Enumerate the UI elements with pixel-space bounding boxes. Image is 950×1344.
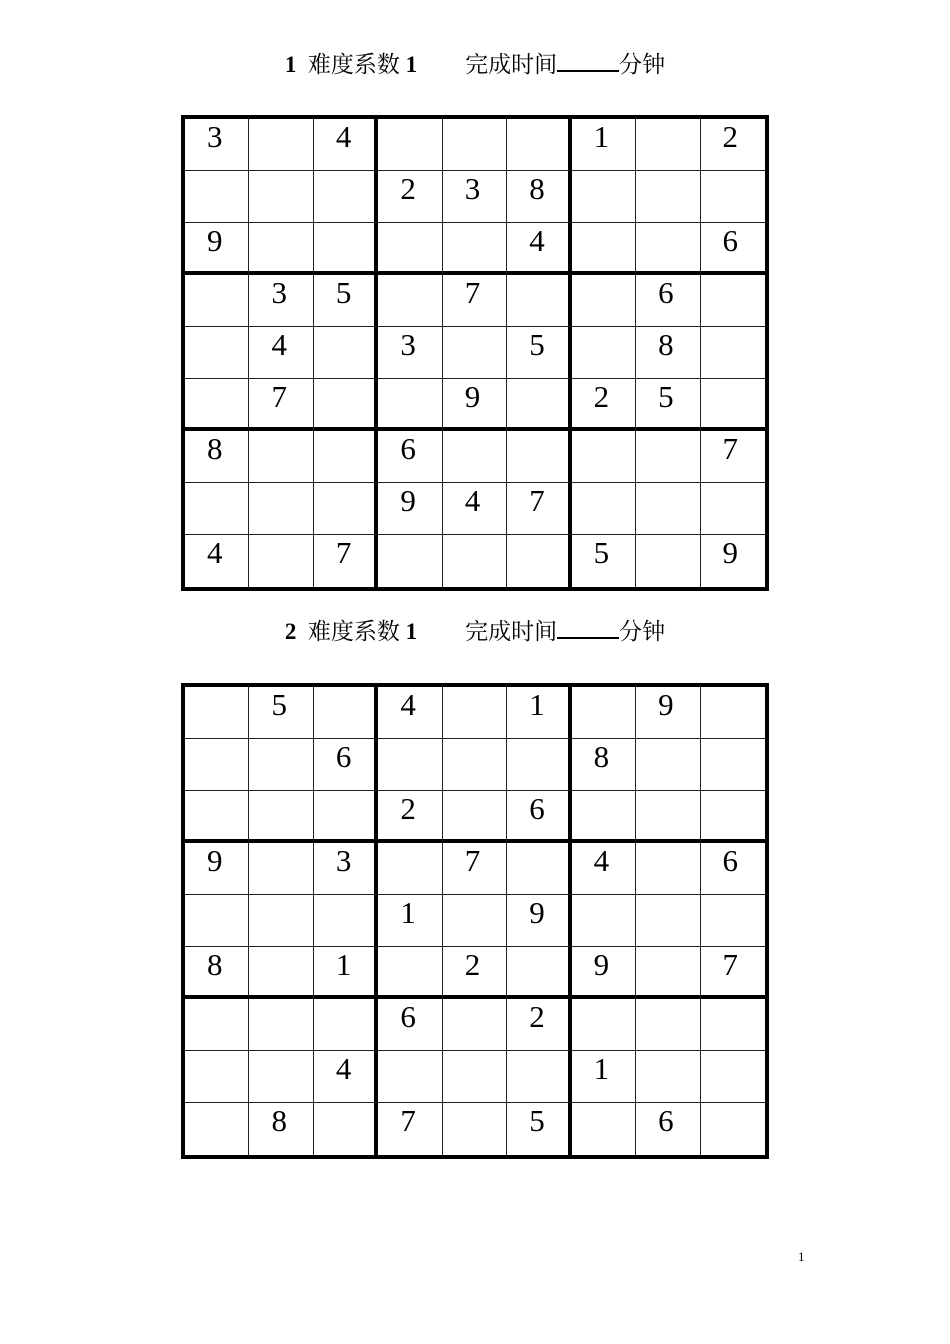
difficulty-value: 1 <box>405 619 418 644</box>
sudoku-cell[interactable]: 8 <box>249 1103 313 1155</box>
sudoku-cell[interactable]: 1 <box>572 1051 636 1103</box>
sudoku-cell[interactable] <box>507 843 571 895</box>
sudoku-cell[interactable]: 6 <box>636 275 700 327</box>
sudoku-cell[interactable] <box>701 687 765 739</box>
sudoku-cell[interactable] <box>701 999 765 1051</box>
time-unit: 分钟 <box>619 52 666 77</box>
sudoku-cell[interactable] <box>636 843 700 895</box>
sudoku-cell[interactable] <box>378 535 442 587</box>
sudoku-cell[interactable] <box>507 1051 571 1103</box>
sudoku-cell[interactable]: 7 <box>701 431 765 483</box>
sudoku-cell[interactable] <box>249 739 313 791</box>
sudoku-cell[interactable] <box>701 1103 765 1155</box>
sudoku-cell[interactable] <box>443 999 507 1051</box>
sudoku-cell[interactable]: 2 <box>378 791 442 843</box>
sudoku-cell[interactable] <box>249 947 313 999</box>
sudoku-cell[interactable] <box>572 791 636 843</box>
sudoku-cell[interactable]: 1 <box>572 119 636 171</box>
sudoku-cell[interactable] <box>443 1051 507 1103</box>
sudoku-cell[interactable]: 4 <box>572 843 636 895</box>
sudoku-cell[interactable] <box>378 275 442 327</box>
sudoku-cell[interactable]: 8 <box>572 739 636 791</box>
sudoku-cell[interactable]: 7 <box>378 1103 442 1155</box>
sudoku-cell[interactable] <box>443 119 507 171</box>
sudoku-cell[interactable] <box>314 791 378 843</box>
sudoku-cell[interactable] <box>701 1051 765 1103</box>
sudoku-cell[interactable] <box>701 895 765 947</box>
sudoku-cell[interactable] <box>507 947 571 999</box>
sudoku-cell[interactable]: 7 <box>507 483 571 535</box>
sudoku-cell[interactable] <box>507 275 571 327</box>
sudoku-cell[interactable]: 5 <box>572 535 636 587</box>
sudoku-cell[interactable]: 1 <box>314 947 378 999</box>
sudoku-cell[interactable] <box>572 483 636 535</box>
sudoku-cell[interactable]: 3 <box>185 119 249 171</box>
sudoku-cell[interactable] <box>249 535 313 587</box>
sudoku-cell[interactable] <box>314 483 378 535</box>
sudoku-cell[interactable] <box>507 739 571 791</box>
sudoku-cell[interactable] <box>701 739 765 791</box>
time-label: 完成时间 <box>465 52 558 77</box>
time-unit: 分钟 <box>619 619 666 644</box>
sudoku-cell[interactable] <box>572 999 636 1051</box>
sudoku-cell[interactable]: 4 <box>443 483 507 535</box>
sudoku-cell[interactable] <box>378 223 442 275</box>
sudoku-cell[interactable] <box>701 275 765 327</box>
sudoku-cell[interactable] <box>314 999 378 1051</box>
sudoku-cell[interactable]: 9 <box>378 483 442 535</box>
sudoku-cell[interactable]: 9 <box>636 687 700 739</box>
sudoku-cell[interactable] <box>249 119 313 171</box>
sudoku-cell[interactable] <box>701 327 765 379</box>
sudoku-cell[interactable]: 1 <box>378 895 442 947</box>
sudoku-cell[interactable]: 2 <box>507 999 571 1051</box>
time-blank[interactable] <box>557 48 619 72</box>
sudoku-cell[interactable] <box>185 275 249 327</box>
sudoku-cell[interactable] <box>572 895 636 947</box>
sudoku-cell[interactable]: 7 <box>443 275 507 327</box>
sudoku-cell[interactable]: 3 <box>378 327 442 379</box>
sudoku-cell[interactable] <box>636 895 700 947</box>
sudoku-cell[interactable]: 3 <box>249 275 313 327</box>
sudoku-cell[interactable]: 3 <box>443 171 507 223</box>
sudoku-cell[interactable] <box>185 1051 249 1103</box>
sudoku-cell[interactable] <box>185 327 249 379</box>
sudoku-cell[interactable] <box>185 379 249 431</box>
sudoku-cell[interactable] <box>443 327 507 379</box>
sudoku-cell[interactable] <box>636 739 700 791</box>
sudoku-cell[interactable]: 6 <box>701 223 765 275</box>
sudoku-cell[interactable]: 6 <box>701 843 765 895</box>
sudoku-cell[interactable] <box>443 687 507 739</box>
sudoku-cell[interactable]: 9 <box>572 947 636 999</box>
sudoku-cell[interactable]: 9 <box>722 535 739 570</box>
sudoku-cell[interactable]: 7 <box>443 843 507 895</box>
sudoku-cell[interactable] <box>443 535 507 587</box>
sudoku-cell[interactable]: 9 <box>185 843 249 895</box>
sudoku-cell[interactable]: 9 <box>507 895 571 947</box>
sudoku-cell[interactable] <box>314 223 378 275</box>
sudoku-cell[interactable] <box>572 431 636 483</box>
sudoku-cell[interactable] <box>378 1051 442 1103</box>
sudoku-cell[interactable] <box>249 895 313 947</box>
sudoku-cell[interactable] <box>249 171 313 223</box>
sudoku-cell[interactable] <box>636 1051 700 1103</box>
sudoku-cell[interactable]: 5 <box>507 327 571 379</box>
sudoku-cell[interactable] <box>701 379 765 431</box>
sudoku-cell[interactable] <box>314 1103 378 1155</box>
sudoku-cell[interactable]: 9 <box>443 379 507 431</box>
sudoku-cell[interactable] <box>443 739 507 791</box>
sudoku-cell[interactable] <box>378 947 442 999</box>
puzzle-number: 2 <box>284 619 297 644</box>
sudoku-cell[interactable] <box>185 791 249 843</box>
difficulty-value: 1 <box>405 52 418 77</box>
sudoku-cell[interactable]: 5 <box>314 275 378 327</box>
sudoku-cell[interactable] <box>572 327 636 379</box>
sudoku-cell[interactable]: 2 <box>443 947 507 999</box>
sudoku-cell[interactable]: 9 <box>185 223 249 275</box>
sudoku-cell[interactable]: 5 <box>249 687 313 739</box>
sudoku-cell[interactable] <box>314 895 378 947</box>
sudoku-cell[interactable] <box>185 999 249 1051</box>
sudoku-cell[interactable]: 8 <box>185 431 249 483</box>
sudoku-cell[interactable]: 3 <box>314 843 378 895</box>
sudoku-cell[interactable] <box>314 379 378 431</box>
sudoku-cell[interactable] <box>185 1103 249 1155</box>
sudoku-cell[interactable]: 6 <box>378 431 442 483</box>
sudoku-cell[interactable] <box>507 535 571 587</box>
sudoku-cell[interactable] <box>636 535 700 587</box>
sudoku-cell[interactable] <box>378 379 442 431</box>
sudoku-cell[interactable] <box>636 999 700 1051</box>
sudoku-cell[interactable] <box>636 483 700 535</box>
difficulty-label: 难度系数 <box>307 619 400 644</box>
puzzle-number: 1 <box>284 52 297 77</box>
sudoku-cell[interactable] <box>314 687 378 739</box>
sudoku-cell[interactable]: 8 <box>507 171 571 223</box>
sudoku-cell[interactable]: 5 <box>636 379 700 431</box>
sudoku-cell[interactable]: 4 <box>249 327 313 379</box>
sudoku-cell[interactable] <box>314 431 378 483</box>
sudoku-cell[interactable]: 6 <box>378 999 442 1051</box>
sudoku-cell[interactable] <box>185 739 249 791</box>
sudoku-cell[interactable] <box>314 327 378 379</box>
sudoku-cell[interactable] <box>572 1103 636 1155</box>
sudoku-cell[interactable] <box>636 431 700 483</box>
sudoku-cell[interactable]: 4 <box>185 535 249 587</box>
sudoku-cell[interactable] <box>249 431 313 483</box>
sudoku-cell[interactable]: 5 <box>507 1103 571 1155</box>
sudoku-cell[interactable]: 2 <box>378 171 442 223</box>
sudoku-cell[interactable] <box>701 483 765 535</box>
sudoku-cell[interactable] <box>378 119 442 171</box>
sudoku-cell[interactable] <box>249 843 313 895</box>
sudoku-cell[interactable]: 2 <box>701 119 765 171</box>
sudoku-cell[interactable] <box>507 379 571 431</box>
sudoku-cell[interactable] <box>572 275 636 327</box>
sudoku-cell[interactable] <box>572 223 636 275</box>
sudoku-cell[interactable] <box>185 171 249 223</box>
sudoku-cell[interactable] <box>443 431 507 483</box>
sudoku-cell[interactable]: 2 <box>572 379 636 431</box>
sudoku-cell[interactable]: 4 <box>314 1051 378 1103</box>
time-label: 完成时间 <box>465 619 558 644</box>
sudoku-cell[interactable]: 7 <box>701 947 765 999</box>
time-blank[interactable] <box>557 615 619 639</box>
sudoku-cell[interactable]: 4 <box>378 687 442 739</box>
sudoku-cell[interactable]: 7 <box>314 535 378 587</box>
sudoku-cell[interactable] <box>636 119 700 171</box>
sudoku-cell[interactable] <box>507 119 571 171</box>
sudoku-cell[interactable]: 7 <box>249 379 313 431</box>
sudoku-cell[interactable] <box>378 843 442 895</box>
sudoku-cell[interactable] <box>701 171 765 223</box>
sudoku-cell[interactable] <box>636 223 700 275</box>
sudoku-cell[interactable] <box>443 223 507 275</box>
sudoku-cell[interactable]: 6 <box>314 739 378 791</box>
sudoku-cell[interactable]: 6 <box>636 1103 700 1155</box>
sudoku-cell[interactable] <box>249 1051 313 1103</box>
sudoku-cell[interactable] <box>636 791 700 843</box>
sudoku-grid-1 <box>181 115 769 591</box>
sudoku-cell[interactable]: 8 <box>185 947 249 999</box>
page-number: 1 <box>798 1249 805 1264</box>
sudoku-grid-2 <box>181 683 769 1159</box>
sudoku-cell[interactable] <box>443 791 507 843</box>
sudoku-cell[interactable] <box>249 223 313 275</box>
difficulty-label: 难度系数 <box>307 52 400 77</box>
sudoku-cell[interactable] <box>185 895 249 947</box>
sudoku-cell[interactable]: 6 <box>507 791 571 843</box>
sudoku-cell[interactable] <box>443 895 507 947</box>
puzzle-2-title <box>0 615 950 647</box>
sudoku-cell[interactable] <box>443 1103 507 1155</box>
sudoku-cell[interactable] <box>249 791 313 843</box>
puzzle-1-title <box>0 48 950 80</box>
sudoku-cell[interactable]: 8 <box>636 327 700 379</box>
sudoku-cell[interactable] <box>185 483 249 535</box>
sudoku-cell[interactable] <box>572 171 636 223</box>
sudoku-cell[interactable] <box>185 687 249 739</box>
sudoku-cell[interactable] <box>249 999 313 1051</box>
sudoku-cell[interactable] <box>636 947 700 999</box>
sudoku-cell[interactable] <box>572 687 636 739</box>
sudoku-cell[interactable] <box>636 171 700 223</box>
sudoku-cell[interactable] <box>314 171 378 223</box>
sudoku-cell[interactable] <box>507 431 571 483</box>
sudoku-cell[interactable]: 4 <box>507 223 571 275</box>
sudoku-cell[interactable]: 1 <box>507 687 571 739</box>
sudoku-cell[interactable] <box>701 791 765 843</box>
sudoku-cell[interactable] <box>378 739 442 791</box>
sudoku-cell[interactable]: 4 <box>314 119 378 171</box>
sudoku-cell[interactable] <box>249 483 313 535</box>
